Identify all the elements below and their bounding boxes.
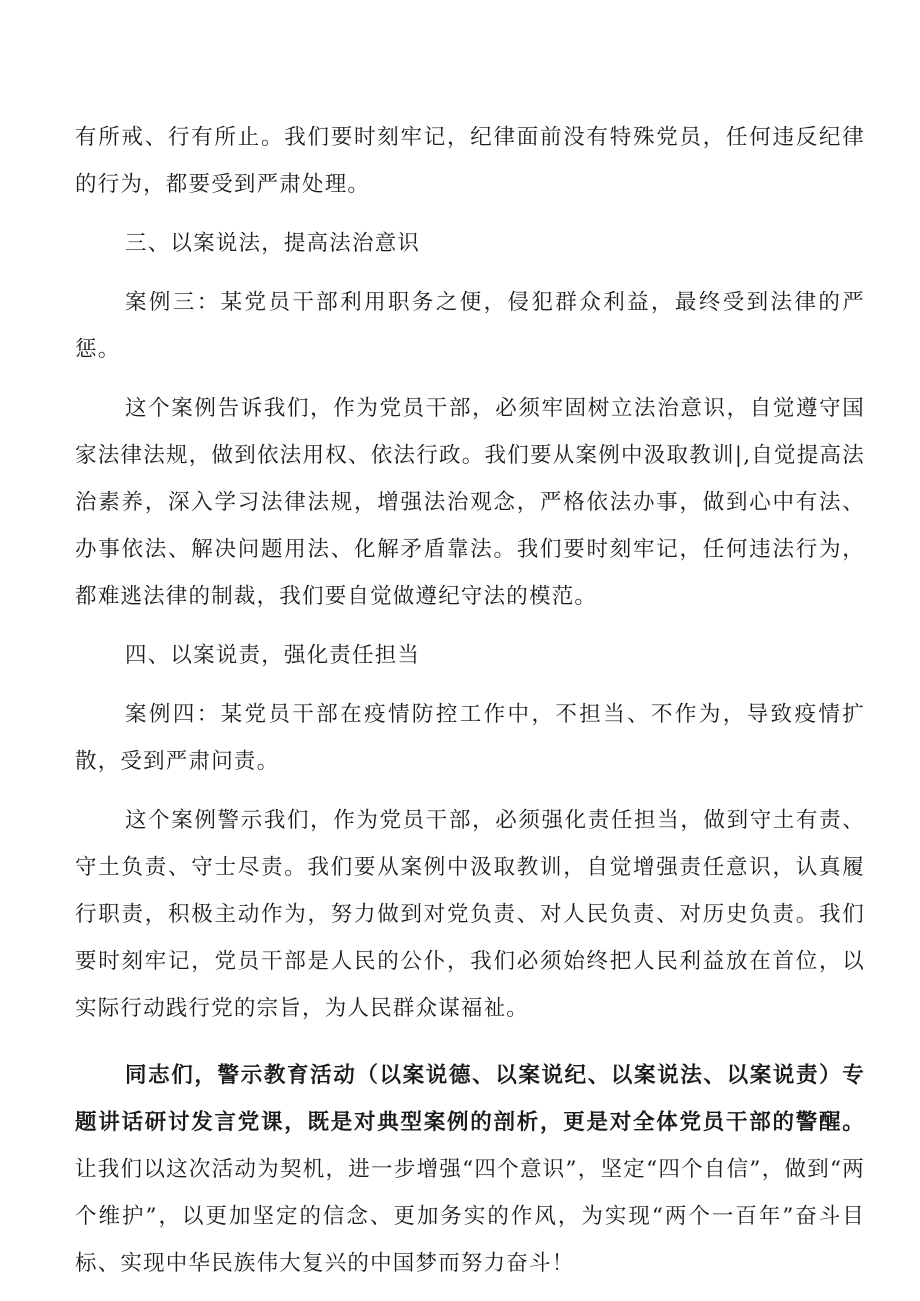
closing-bold-text: 同志们，警示教育活动（以案说德、以案说纪、以案说法、以案说责）专题讲话研讨发言党课，既是对典型案例的剖析，更是对全体党员干部的警醒。 bbox=[75, 1063, 865, 1135]
case-three: 案例三：某党员干部利用职务之便，侵犯群众利益，最终受到法律的严惩。 bbox=[75, 290, 865, 362]
closing-paragraph bbox=[75, 1052, 865, 1287]
paragraph-responsibility-lesson: 这个案例警示我们，作为党员干部，必须强化责任担当，做到守土有责、守土负责、守士尽责。我们要从案例中汲取教训，自觉增强责任意识，认真履行职责，积极主动作为，努力做到对党负责、对人民负责、对历史负责。我们要时刻牢记，党员干部是人民的公仆，我们必须始终把人民利益放在首位，以实际行动践行党的宗旨，为人民群众谋福祉。 bbox=[75, 808, 865, 1021]
paragraph-law-lesson: 这个案例告诉我们，作为党员干部，必须牢固树立法治意识，自觉遵守国家法律法规，做到依法用权、依法行政。我们要从案例中汲取教训|,自觉提高法治素养，深入学习法律法规，增强法治观念，严格依法办事，做到心中有法、办事依法、解决问题用法、化解矛盾靠法。我们要时刻牢记，任何违法行为，都难逃法律的制裁，我们要自觉做遵纪守法的模范。 bbox=[75, 396, 865, 609]
paragraph-discipline-end: 有所戒、行有所止。我们要时刻牢记，纪律面前没有特殊党员，任何违反纪律的行为，都要受到严肃处理。 bbox=[75, 125, 865, 197]
document-page bbox=[75, 114, 865, 1287]
closing-normal-text: 让我们以这次活动为契机，进一步增强“四个意识”，坚定“四个自信”，做到“两个维护”，以更加坚定的信念、更加务实的作风，为实现“两个一百年”奋斗目标、实现中华民族伟大复兴的中国梦而努力奋斗！ bbox=[75, 1157, 865, 1276]
case-four: 案例四：某党员干部在疫情防控工作中，不担当、不作为，导致疫情扩散，受到严肃问责。 bbox=[75, 702, 865, 774]
section-heading-4: 四、以案说责，强化责任担当 bbox=[125, 643, 421, 668]
section-heading-3: 三、以案说法，提高法治意识 bbox=[125, 231, 421, 256]
